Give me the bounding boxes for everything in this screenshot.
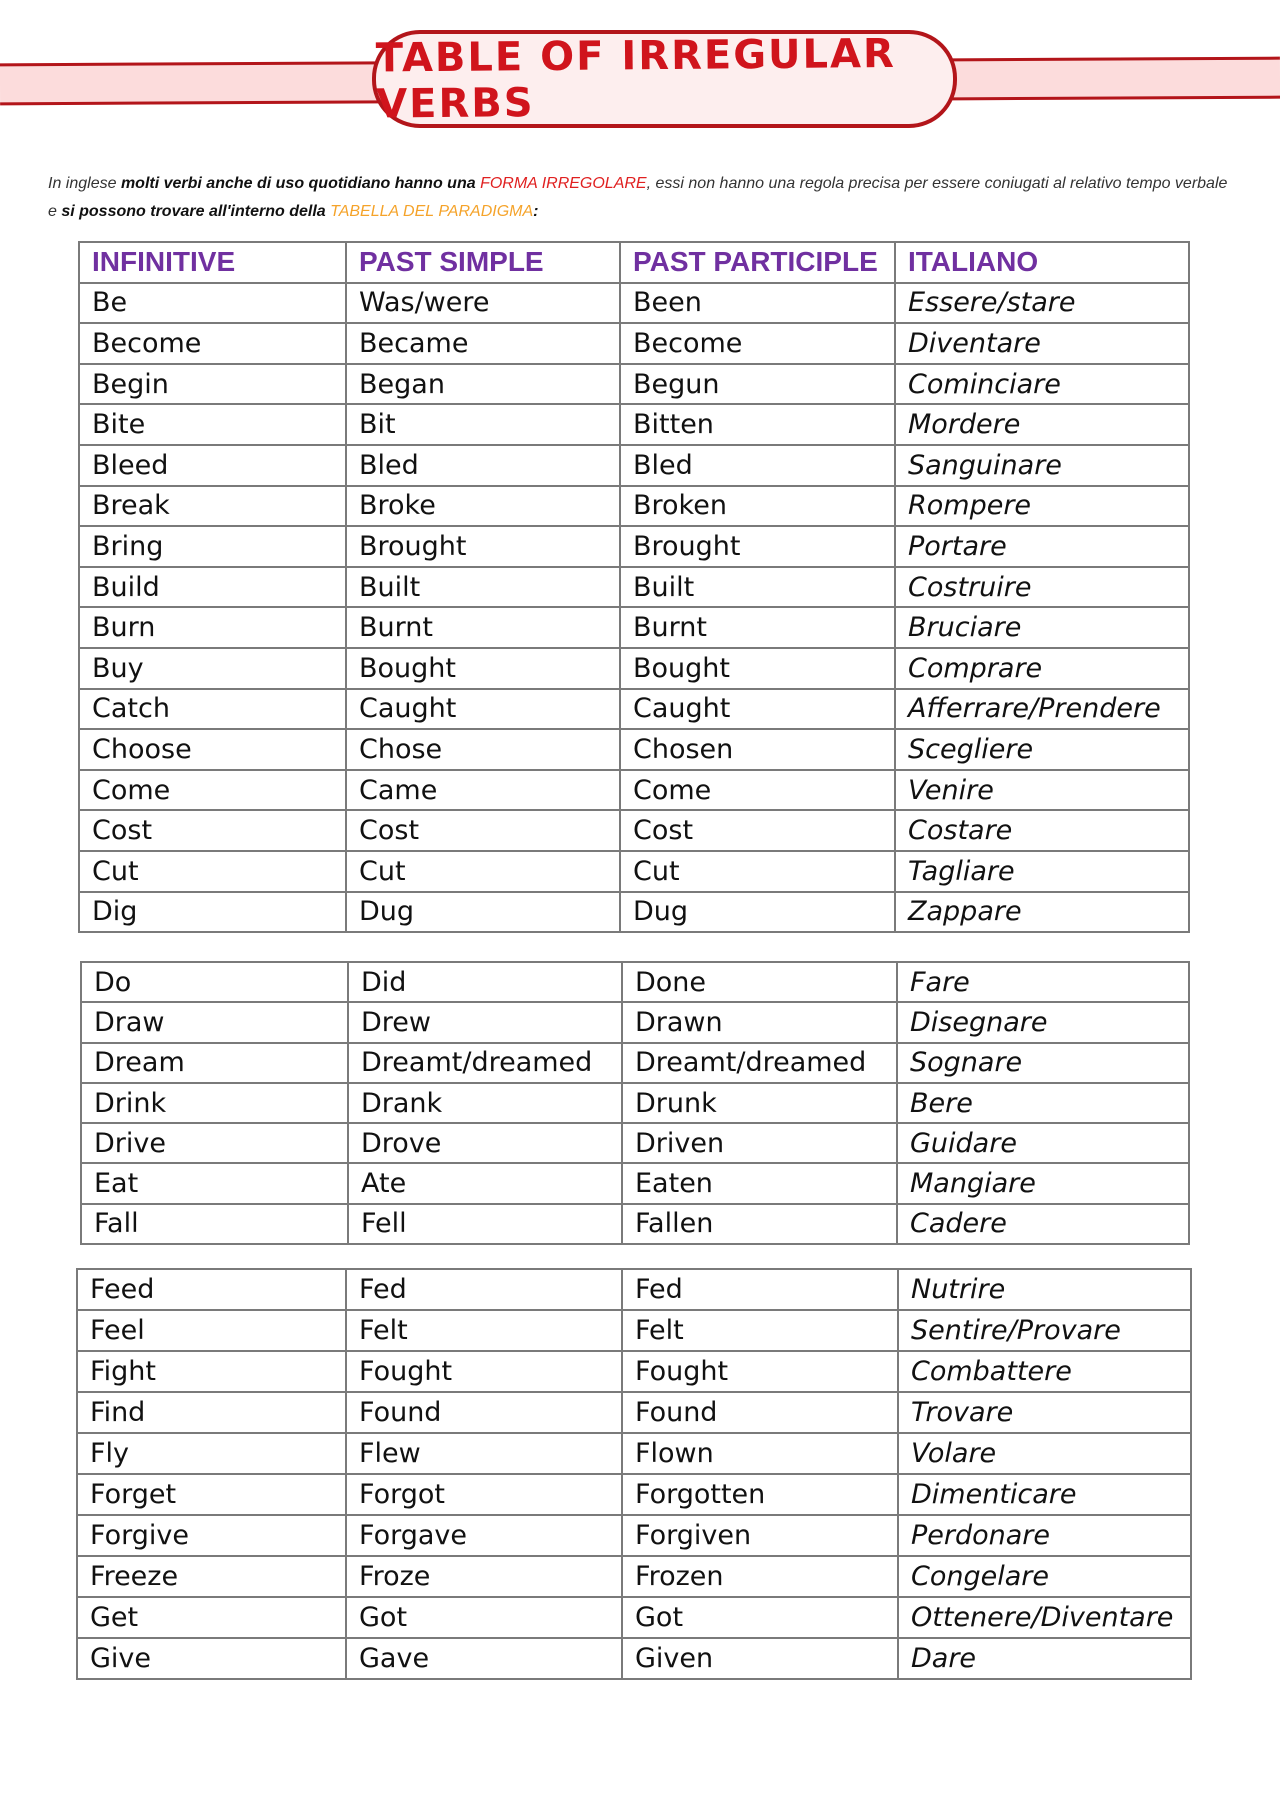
past-simple-cell: Bought [346, 648, 620, 689]
past-participle-cell: Burnt [620, 607, 895, 648]
past-simple-cell: Broke [346, 486, 620, 527]
italiano-cell: Nutrire [898, 1269, 1191, 1310]
table-row [77, 1310, 1191, 1351]
infinitive-cell: Feel [77, 1310, 346, 1351]
italiano-cell: Mordere [895, 404, 1189, 445]
table-row [79, 526, 1189, 567]
past-simple-cell: Gave [346, 1638, 622, 1679]
table-row [77, 1392, 1191, 1433]
past-simple-cell: Froze [346, 1556, 622, 1597]
italiano-cell: Combattere [898, 1351, 1191, 1392]
past-participle-cell: Broken [620, 486, 895, 527]
past-simple-cell: Began [346, 364, 620, 405]
intro-text-1: In inglese [48, 175, 121, 192]
title-box [372, 30, 957, 128]
past-simple-cell: Bit [346, 404, 620, 445]
past-simple-cell: Drank [348, 1083, 622, 1123]
intro-highlight-paradigm: TABELLA DEL PARADIGMA [330, 203, 534, 220]
header-italiano: ITALIANO [895, 242, 1189, 283]
past-simple-cell: Cost [346, 810, 620, 851]
table-row [77, 1433, 1191, 1474]
past-participle-cell: Fought [622, 1351, 898, 1392]
italiano-cell: Dimenticare [898, 1474, 1191, 1515]
past-simple-cell: Became [346, 323, 620, 364]
table-row [79, 283, 1189, 324]
table-row [81, 1002, 1189, 1042]
past-participle-cell: Bought [620, 648, 895, 689]
past-simple-cell: Did [348, 962, 622, 1002]
past-participle-cell: Bled [620, 445, 895, 486]
past-simple-cell: Forgot [346, 1474, 622, 1515]
table-row [79, 364, 1189, 405]
past-participle-cell: Done [622, 962, 897, 1002]
table-row [81, 1163, 1189, 1203]
infinitive-cell: Be [79, 283, 346, 324]
italiano-cell: Costare [895, 810, 1189, 851]
italiano-cell: Diventare [895, 323, 1189, 364]
past-simple-cell: Was/were [346, 283, 620, 324]
past-simple-cell: Chose [346, 729, 620, 770]
italiano-cell: Portare [895, 526, 1189, 567]
table-row [77, 1597, 1191, 1638]
past-participle-cell: Found [622, 1392, 898, 1433]
past-participle-cell: Caught [620, 689, 895, 730]
past-participle-cell: Cost [620, 810, 895, 851]
past-participle-cell: Cut [620, 851, 895, 892]
past-participle-cell: Chosen [620, 729, 895, 770]
italiano-cell: Sanguinare [895, 445, 1189, 486]
past-simple-cell: Built [346, 567, 620, 608]
italiano-cell: Perdonare [898, 1515, 1191, 1556]
infinitive-cell: Dig [79, 892, 346, 933]
past-simple-cell: Felt [346, 1310, 622, 1351]
italiano-cell: Venire [895, 770, 1189, 811]
past-simple-cell: Fed [346, 1269, 622, 1310]
infinitive-cell: Come [79, 770, 346, 811]
past-participle-cell: Fallen [622, 1204, 897, 1244]
table-header-row [79, 242, 1189, 283]
infinitive-cell: Bleed [79, 445, 346, 486]
header-past-participle: PAST PARTICIPLE [620, 242, 895, 283]
past-participle-cell: Frozen [622, 1556, 898, 1597]
past-participle-cell: Given [622, 1638, 898, 1679]
infinitive-cell: Feed [77, 1269, 346, 1310]
verbs-table-2-body [81, 962, 1189, 1244]
past-participle-cell: Eaten [622, 1163, 897, 1203]
italiano-cell: Bruciare [895, 607, 1189, 648]
infinitive-cell: Become [79, 323, 346, 364]
past-simple-cell: Brought [346, 526, 620, 567]
table-row [77, 1515, 1191, 1556]
past-participle-cell: Felt [622, 1310, 898, 1351]
table-row [79, 648, 1189, 689]
past-simple-cell: Came [346, 770, 620, 811]
past-simple-cell: Dug [346, 892, 620, 933]
past-participle-cell: Drunk [622, 1083, 897, 1123]
intro-text-5: si possono trovare all'interno della [61, 203, 331, 220]
table-row [77, 1556, 1191, 1597]
italiano-cell: Congelare [898, 1556, 1191, 1597]
italiano-cell: Zappare [895, 892, 1189, 933]
infinitive-cell: Draw [81, 1002, 348, 1042]
verbs-table-2 [80, 961, 1190, 1245]
past-simple-cell: Bled [346, 445, 620, 486]
past-participle-cell: Been [620, 283, 895, 324]
infinitive-cell: Break [79, 486, 346, 527]
infinitive-cell: Fight [77, 1351, 346, 1392]
verbs-table-1 [78, 241, 1190, 933]
header-infinitive: INFINITIVE [79, 242, 346, 283]
past-simple-cell: Fought [346, 1351, 622, 1392]
past-participle-cell: Got [622, 1597, 898, 1638]
italiano-cell: Mangiare [897, 1163, 1189, 1203]
infinitive-cell: Choose [79, 729, 346, 770]
past-participle-cell: Dug [620, 892, 895, 933]
infinitive-cell: Drink [81, 1083, 348, 1123]
verbs-table-3-body [77, 1269, 1191, 1679]
italiano-cell: Trovare [898, 1392, 1191, 1433]
infinitive-cell: Dream [81, 1043, 348, 1083]
table-row [79, 323, 1189, 364]
infinitive-cell: Get [77, 1597, 346, 1638]
intro-paragraph [48, 170, 1238, 226]
past-simple-cell: Got [346, 1597, 622, 1638]
italiano-cell: Cadere [897, 1204, 1189, 1244]
past-participle-cell: Driven [622, 1123, 897, 1163]
verbs-table-3 [76, 1268, 1192, 1680]
infinitive-cell: Do [81, 962, 348, 1002]
intro-highlight-irregular: FORMA IRREGOLARE [480, 175, 647, 192]
table-row [81, 1083, 1189, 1123]
infinitive-cell: Fall [81, 1204, 348, 1244]
italiano-cell: Comprare [895, 648, 1189, 689]
table-row [81, 1123, 1189, 1163]
past-participle-cell: Built [620, 567, 895, 608]
past-simple-cell: Fell [348, 1204, 622, 1244]
infinitive-cell: Fly [77, 1433, 346, 1474]
italiano-cell: Fare [897, 962, 1189, 1002]
intro-text-7: : [533, 203, 539, 220]
past-participle-cell: Become [620, 323, 895, 364]
italiano-cell: Bere [897, 1083, 1189, 1123]
italiano-cell: Ottenere/Diventare [898, 1597, 1191, 1638]
past-participle-cell: Dreamt/dreamed [622, 1043, 897, 1083]
italiano-cell: Guidare [897, 1123, 1189, 1163]
italiano-cell: Essere/stare [895, 283, 1189, 324]
past-participle-cell: Flown [622, 1433, 898, 1474]
italiano-cell: Costruire [895, 567, 1189, 608]
table-row [77, 1474, 1191, 1515]
infinitive-cell: Forgive [77, 1515, 346, 1556]
verbs-table-1-body [79, 283, 1189, 933]
italiano-cell: Volare [898, 1433, 1191, 1474]
past-participle-cell: Begun [620, 364, 895, 405]
infinitive-cell: Begin [79, 364, 346, 405]
infinitive-cell: Build [79, 567, 346, 608]
table-row [79, 851, 1189, 892]
italiano-cell: Rompere [895, 486, 1189, 527]
italiano-cell: Sognare [897, 1043, 1189, 1083]
italiano-cell: Tagliare [895, 851, 1189, 892]
infinitive-cell: Burn [79, 607, 346, 648]
past-simple-cell: Drove [348, 1123, 622, 1163]
past-simple-cell: Burnt [346, 607, 620, 648]
past-simple-cell: Flew [346, 1433, 622, 1474]
past-participle-cell: Come [620, 770, 895, 811]
table-row [79, 729, 1189, 770]
italiano-cell: Scegliere [895, 729, 1189, 770]
italiano-cell: Disegnare [897, 1002, 1189, 1042]
past-participle-cell: Bitten [620, 404, 895, 445]
table-row [79, 892, 1189, 933]
table-row [79, 404, 1189, 445]
italiano-cell: Afferrare/Prendere [895, 689, 1189, 730]
infinitive-cell: Catch [79, 689, 346, 730]
past-simple-cell: Dreamt/dreamed [348, 1043, 622, 1083]
table-row [77, 1269, 1191, 1310]
past-participle-cell: Forgiven [622, 1515, 898, 1556]
infinitive-cell: Bring [79, 526, 346, 567]
past-participle-cell: Drawn [622, 1002, 897, 1042]
past-simple-cell: Cut [346, 851, 620, 892]
page-title: TABLE OF IRREGULAR VERBS [375, 30, 896, 128]
past-simple-cell: Drew [348, 1002, 622, 1042]
table-row [79, 689, 1189, 730]
infinitive-cell: Buy [79, 648, 346, 689]
header-past-simple: PAST SIMPLE [346, 242, 620, 283]
table-row [79, 810, 1189, 851]
table-row [79, 770, 1189, 811]
infinitive-cell: Find [77, 1392, 346, 1433]
italiano-cell: Cominciare [895, 364, 1189, 405]
infinitive-cell: Eat [81, 1163, 348, 1203]
table-row [79, 567, 1189, 608]
intro-text-4: , essi non hanno una regola precisa per essere coniugati al relativo tempo verbale e [48, 175, 1228, 220]
past-participle-cell: Forgotten [622, 1474, 898, 1515]
past-simple-cell: Found [346, 1392, 622, 1433]
infinitive-cell: Cost [79, 810, 346, 851]
past-simple-cell: Ate [348, 1163, 622, 1203]
infinitive-cell: Cut [79, 851, 346, 892]
infinitive-cell: Drive [81, 1123, 348, 1163]
past-participle-cell: Fed [622, 1269, 898, 1310]
table-row [79, 486, 1189, 527]
infinitive-cell: Bite [79, 404, 346, 445]
table-row [81, 1043, 1189, 1083]
table-row [79, 607, 1189, 648]
intro-text-2: molti verbi anche di uso quotidiano hanno una [120, 175, 481, 192]
table-row [77, 1351, 1191, 1392]
infinitive-cell: Give [77, 1638, 346, 1679]
table-row [79, 445, 1189, 486]
table-row [81, 1204, 1189, 1244]
table-row [77, 1638, 1191, 1679]
past-simple-cell: Caught [346, 689, 620, 730]
past-participle-cell: Brought [620, 526, 895, 567]
infinitive-cell: Freeze [77, 1556, 346, 1597]
italiano-cell: Sentire/Provare [898, 1310, 1191, 1351]
table-row [81, 962, 1189, 1002]
past-simple-cell: Forgave [346, 1515, 622, 1556]
italiano-cell: Dare [898, 1638, 1191, 1679]
infinitive-cell: Forget [77, 1474, 346, 1515]
